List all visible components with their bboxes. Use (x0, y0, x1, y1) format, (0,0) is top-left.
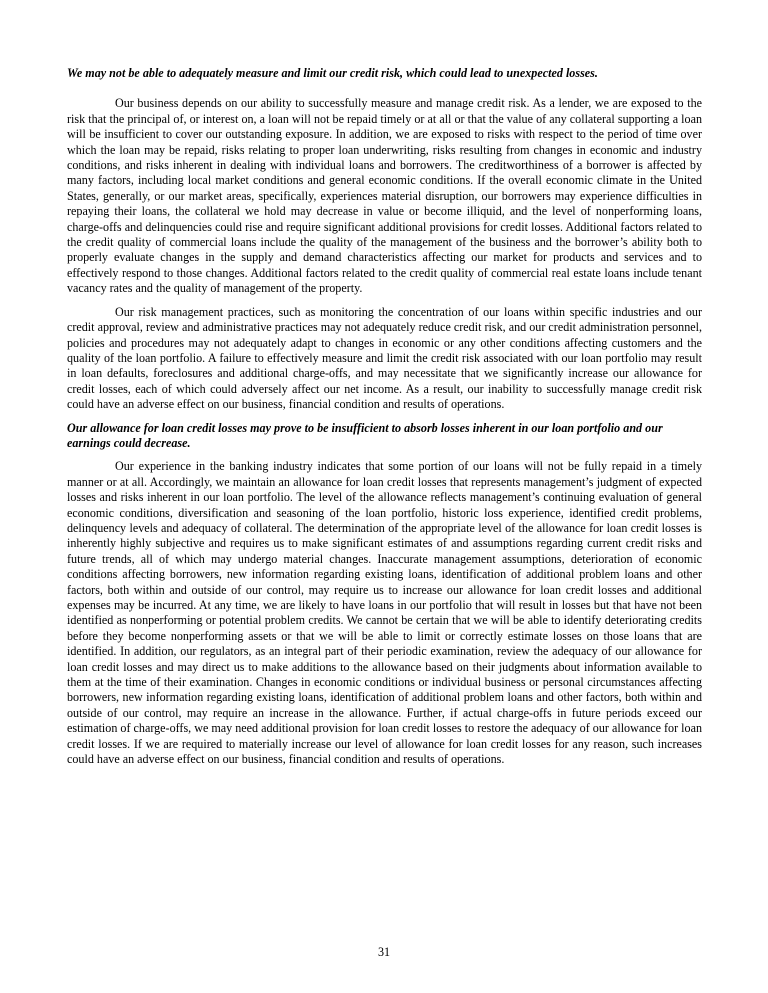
document-body (67, 66, 702, 775)
page-number: 31 (377, 945, 391, 959)
paragraph-credit-risk-1: Our business depends on our ability to successfully measure and manage credit risk. As a lender, we are exposed to the risk that the principal of, or interest on, a loan will not be repaid timely or at all or that the value of any collateral supporting a loan will be insufficient to cover our outstanding exposure. In addition, we are exposed to risks with respect to the period of time over which the loan may be repaid, risks relating to proper loan underwriting, risks resulting from changes in economic and industry conditions, and risks inherent in dealing with individual loans and borrowers. The creditworthiness of a borrower is affected by many factors, including local market conditions and general economic conditions. If the overall economic climate in the United States, generally, or our market areas, specifically, experiences material disruption, our borrowers may experience difficulties in repaying their loans, the collateral we hold may decrease in value or become illiquid, and the level of nonperforming loans, charge-offs and delinquencies could rise and require significant additional provisions for credit losses. Additional factors related to the credit quality of commercial loans include the quality of the management of the business and the borrower’s ability both to properly evaluate changes in the supply and demand characteristics affecting our market for products and services and to effectively respond to those changes. Additional factors related to the credit quality of commercial real estate loans include tenant vacancy rates and the quality of management of the property. (67, 96, 702, 296)
section-heading-allowance: Our allowance for loan credit losses may prove to be insufficient to absorb losses inherent in our loan portfolio and our earnings could decrease. (67, 420, 663, 450)
paragraph-credit-risk-2: Our risk management practices, such as monitoring the concentration of our loans within specific industries and our credit approval, review and administrative practices may not adequately reduce credit risk, and our credit administration personnel, policies and procedures may not adequately adapt to changes in economic or any other conditions affecting customers and the quality of the loan portfolio. A failure to effectively measure and limit the credit risk associated with our loan portfolio may result in loan defaults, foreclosures and additional charge-offs, and may necessitate that we significantly increase our allowance for credit losses, each of which could adversely affect our net income. As a result, our inability to successfully manage credit risk could have an adverse effect on our business, financial condition and results of operations. (67, 304, 702, 412)
section-heading-credit-risk: We may not be able to adequately measure and limit our credit risk, which could lead to unexpected losses. (67, 66, 598, 80)
paragraph-allowance-1: Our experience in the banking industry indicates that some portion of our loans will not be fully repaid in a timely manner or at all. Accordingly, we maintain an allowance for loan credit losses that represents management’s judgment of expected losses and risks inherent in our loan portfolio. The level of the allowance reflects management’s continuing evaluation of general economic conditions, diversification and seasoning of the loan portfolio, historic loss experience, identified credit problems, delinquency levels and adequacy of collateral. The determination of the appropriate level of the allowance for loan credit losses is inherently highly subjective and requires us to make significant estimates of and assumptions regarding current credit risks and future trends, all of which may undergo material changes. Inaccurate management assumptions, deterioration of economic conditions affecting borrowers, new information regarding existing loans, identification of additional problem loans and other factors, both within and outside of our control, may require us to increase our allowance for loan credit losses and additional expenses may be incurred. At any time, we are likely to have loans in our portfolio that will result in losses but that have not been identified as nonperforming or potential problem credits. We cannot be certain that we will be able to identify deteriorating credits before they become nonperforming assets or that we will be able to limit or correctly estimate losses on those loans that are identified. In addition, our regulators, as an integral part of their periodic examination, review the adequacy of our allowance for loan credit losses and may direct us to make additions to the allowance based on their judgments about information available to them at the time of their examination. Changes in economic conditions or individual business or personal circumstances affecting borrowers, new information regarding existing loans, identification of additional problem loans and other factors, both within and outside of our control, may require an increase in the allowance. Further, if actual charge-offs in future periods exceed our estimation of charge-offs, we may need additional provision for loan credit losses to restore the adequacy of our allowance for loan credit losses. If we are required to materially increase our level of allowance for loan credit losses for any reason, such increases could have an adverse effect on our business, financial condition and results of operations. (67, 459, 702, 767)
